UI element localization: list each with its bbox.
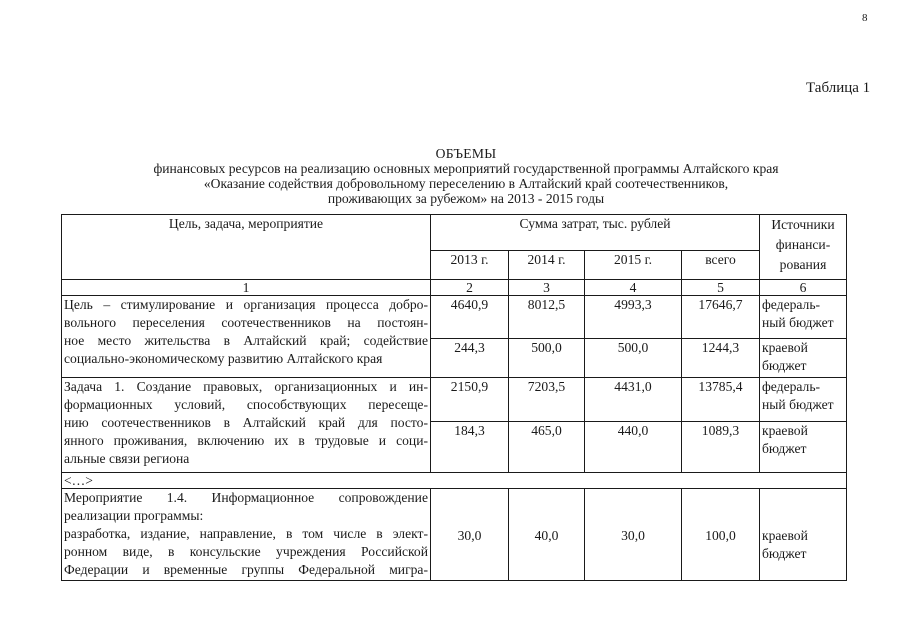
goal-name bbox=[62, 296, 431, 378]
header-source-line: рования bbox=[779, 257, 827, 272]
funding-source-line: федераль- bbox=[762, 379, 821, 394]
title-line: «Оказание содействия добровольному переселению в Алтайский край соотечественников, bbox=[203, 176, 729, 191]
value-total: 1244,3 bbox=[682, 339, 760, 378]
value-2015: 440,0 bbox=[585, 422, 682, 473]
task-name-line: формационных условий, способствующих пересеще- bbox=[64, 397, 428, 412]
ellipsis-text: <…> bbox=[62, 473, 847, 489]
value-2013: 2150,9 bbox=[431, 378, 509, 422]
document-title bbox=[60, 146, 872, 206]
column-number: 6 bbox=[760, 280, 847, 296]
funding-source-line: бюджет bbox=[762, 358, 807, 373]
column-number: 4 bbox=[585, 280, 682, 296]
goal-name-line: социально-экономическому развитию Алтайского края bbox=[64, 351, 383, 366]
measure-name-line: реализации программы: bbox=[64, 508, 204, 523]
value-2014: 465,0 bbox=[509, 422, 585, 473]
header-year-2015: 2015 г. bbox=[585, 251, 682, 280]
table-row bbox=[62, 489, 847, 581]
goal-name-line: ное место жительства в Алтайский край; содействие bbox=[64, 333, 428, 348]
value-2013: 244,3 bbox=[431, 339, 509, 378]
header-total: всего bbox=[682, 251, 760, 280]
page-number: 8 bbox=[862, 12, 868, 24]
value-2015: 500,0 bbox=[585, 339, 682, 378]
task-name-line: Задача 1. Создание правовых, организационных и ин- bbox=[64, 379, 428, 394]
title-line: финансовых ресурсов на реализацию основных мероприятий государственной программы Алтайского края bbox=[153, 161, 779, 176]
funding-source bbox=[760, 296, 847, 339]
measure-name-line: разработка, издание, направление, в том числе в элект- bbox=[64, 526, 428, 541]
value-2014: 8012,5 bbox=[509, 296, 585, 339]
header-source bbox=[760, 215, 847, 280]
task-name-line: янного проживания, включению их в трудовые и соци- bbox=[64, 433, 428, 448]
goal-name-line: Цель – стимулирование и организация процесса добро- bbox=[64, 297, 428, 312]
funding-source-line: краевой bbox=[762, 423, 808, 438]
financing-table bbox=[61, 214, 847, 581]
funding-source-line: ный бюджет bbox=[762, 315, 834, 330]
value-total: 100,0 bbox=[682, 489, 760, 581]
header-source-line: финанси- bbox=[775, 237, 831, 252]
funding-source bbox=[760, 422, 847, 473]
value-2013: 30,0 bbox=[431, 489, 509, 581]
column-number: 5 bbox=[682, 280, 760, 296]
header-sum: Сумма затрат, тыс. рублей bbox=[431, 215, 760, 251]
measure-name-line: ронном виде, в консульские учреждения Российской bbox=[64, 544, 428, 559]
funding-source-line: краевой bbox=[762, 340, 808, 355]
task-name-line: нию соотечественников в Алтайский край для посто- bbox=[64, 415, 428, 430]
column-number: 3 bbox=[509, 280, 585, 296]
table-row bbox=[62, 296, 847, 339]
measure-name-line: Федерации и временные группы Федеральной мигра- bbox=[64, 562, 428, 577]
funding-source-line: федераль- bbox=[762, 297, 821, 312]
task-name bbox=[62, 378, 431, 473]
header-name: Цель, задача, мероприятие bbox=[62, 215, 431, 280]
header-row bbox=[62, 215, 847, 251]
measure-name-line: Мероприятие 1.4. Информационное сопровождение bbox=[64, 490, 428, 505]
column-number: 2 bbox=[431, 280, 509, 296]
value-2014: 40,0 bbox=[509, 489, 585, 581]
title-main: ОБЪЕМЫ bbox=[435, 146, 497, 161]
column-number: 1 bbox=[62, 280, 431, 296]
funding-source-line: ный бюджет bbox=[762, 397, 834, 412]
value-2015: 4431,0 bbox=[585, 378, 682, 422]
header-source-line: Источники bbox=[771, 217, 835, 232]
measure-name bbox=[62, 489, 431, 581]
task-name-line: альные связи региона bbox=[64, 451, 190, 466]
table-row bbox=[62, 378, 847, 422]
header-year-2013: 2013 г. bbox=[431, 251, 509, 280]
funding-source bbox=[760, 489, 847, 581]
value-2015: 30,0 bbox=[585, 489, 682, 581]
header-year-2014: 2014 г. bbox=[509, 251, 585, 280]
goal-name-line: вольного переселения соотечественников на постоян- bbox=[64, 315, 428, 330]
table-label: Таблица 1 bbox=[806, 80, 871, 96]
funding-source-line: бюджет bbox=[762, 441, 807, 456]
funding-source bbox=[760, 339, 847, 378]
ellipsis-row bbox=[62, 473, 847, 489]
funding-source-line: бюджет bbox=[762, 546, 807, 561]
value-2014: 7203,5 bbox=[509, 378, 585, 422]
value-2013: 184,3 bbox=[431, 422, 509, 473]
funding-source bbox=[760, 378, 847, 422]
column-number-row bbox=[62, 280, 847, 296]
value-2015: 4993,3 bbox=[585, 296, 682, 339]
funding-source-line: краевой bbox=[762, 528, 808, 543]
value-total: 13785,4 bbox=[682, 378, 760, 422]
value-total: 17646,7 bbox=[682, 296, 760, 339]
value-total: 1089,3 bbox=[682, 422, 760, 473]
title-line: проживающих за рубежом» на 2013 - 2015 годы bbox=[327, 191, 605, 206]
value-2013: 4640,9 bbox=[431, 296, 509, 339]
value-2014: 500,0 bbox=[509, 339, 585, 378]
